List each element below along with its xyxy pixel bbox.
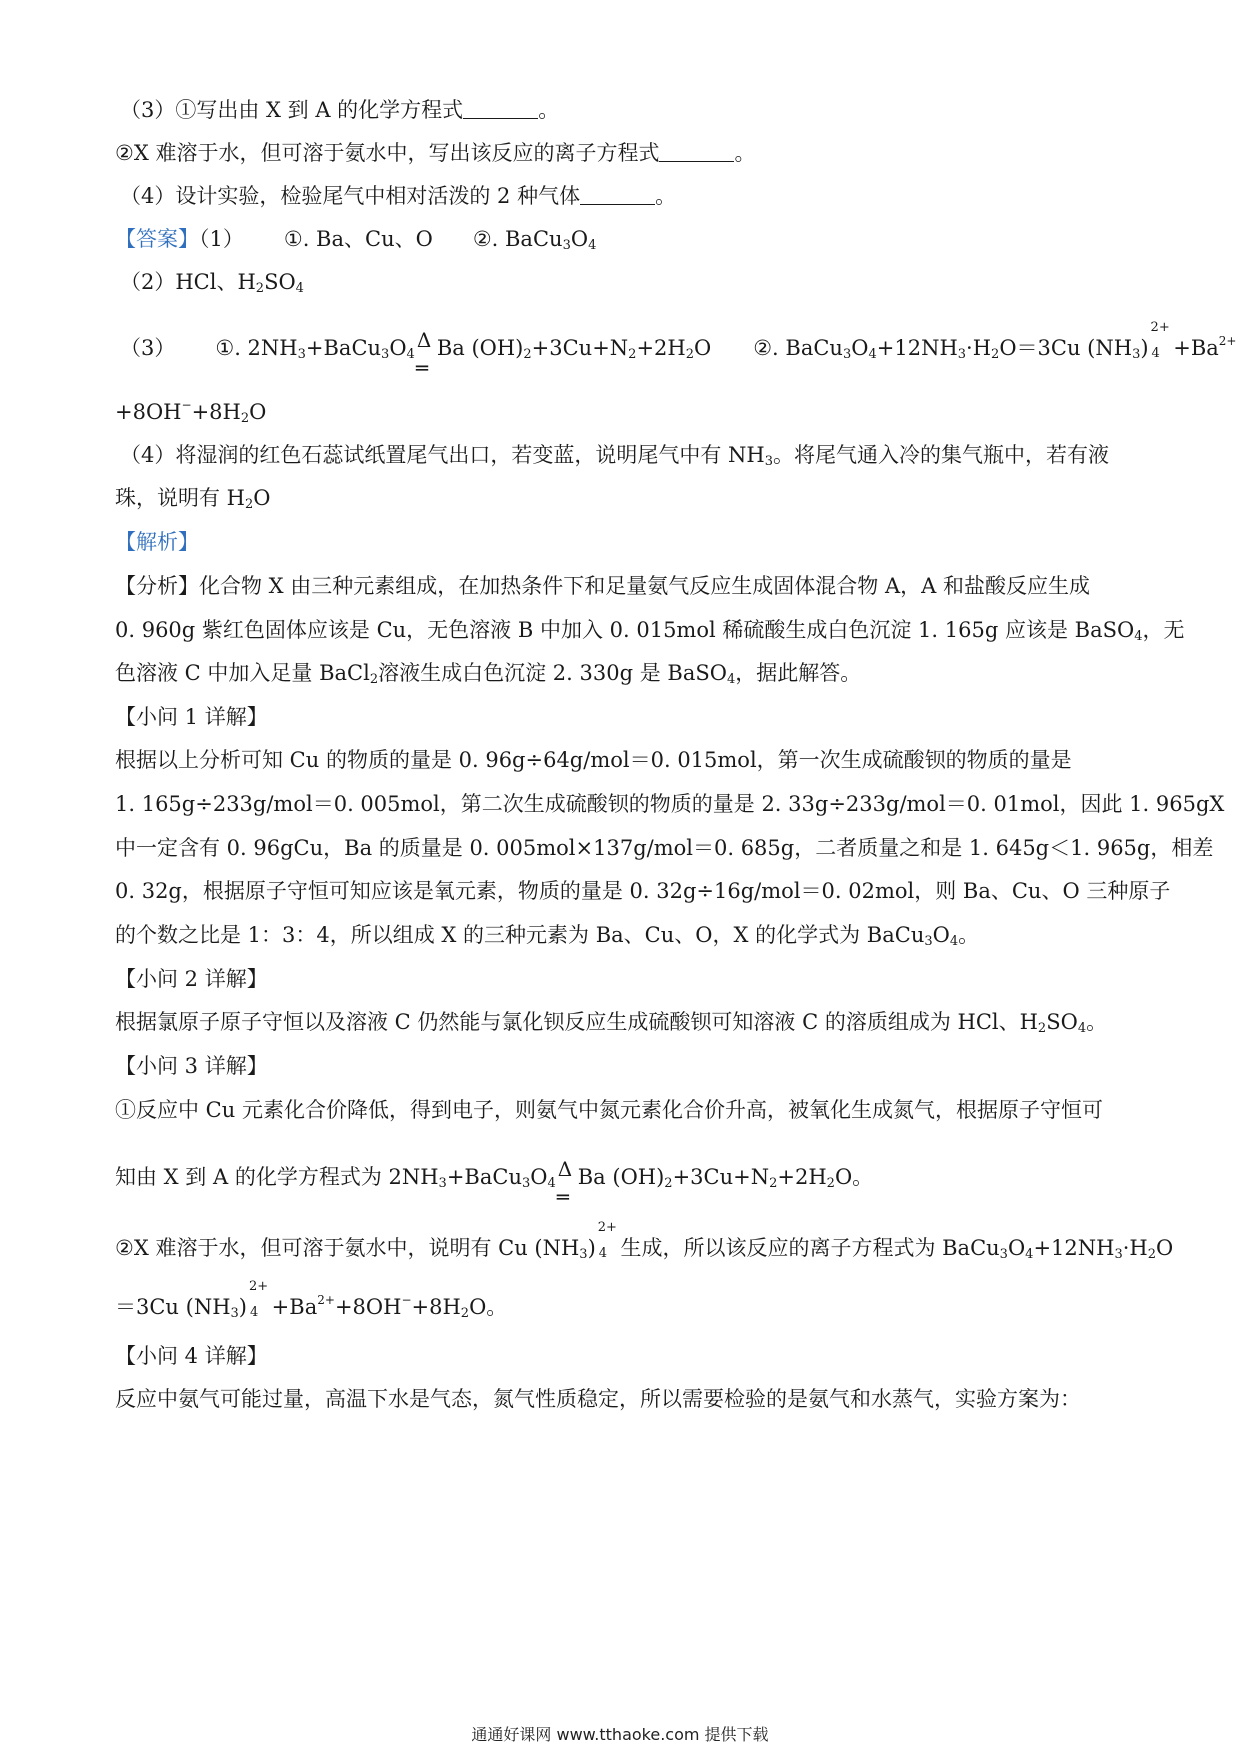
answer-p1: 【答案】（1） ①. Ba、Cu、O ②. $BaCu_3O_4$	[115, 227, 597, 253]
analysis-line3: 色溶液 C 中加入足量 BaCl$_2$溶液生成白色沉淀 2. 330g 是 BaSO$_4$，据此解答。	[115, 661, 862, 687]
section2-tag: 【小问 2 详解】	[115, 967, 268, 991]
section1-line1: 根据以上分析可知 Cu 的物质的量是 0. 96g÷64g/mol＝0. 015mol，第一次生成硫酸钡的物质的量是	[115, 748, 1072, 772]
section3-line1: ①反应中 Cu 元素化合价降低，得到电子，则氨气中氮元素化合价升高，被氧化生成氮气，根据原子守恒可	[115, 1098, 1103, 1122]
section3-line2: 知由 X 到 A 的化学方程式为 $2NH_3+BaCu_3O_4$ Δ ═ Ba $(OH)_2+3Cu+N_2+2H_2O$。	[115, 1157, 874, 1209]
footer-watermark: 通通好课网 www.tthaoke.com 提供下载	[471, 1725, 769, 1744]
section4-tag: 【小问 4 详解】	[115, 1344, 268, 1368]
section4-line1: 反应中氨气可能过量，高温下水是气态，氮气性质稳定，所以需要检验的是氨气和水蒸气，实验方案为：	[115, 1387, 1081, 1411]
answer-p4-line1: （4）将湿润的红色石蕊试纸置尾气出口，若变蓝，说明尾气中有 $NH_3$。将尾气通入冷的集气瓶中，若有液	[120, 443, 1110, 469]
analysis-tag: 【解析】	[115, 530, 199, 554]
answer-tag: 【答案】	[115, 227, 199, 251]
q4-line: （4）设计实验，检验尾气中相对活泼的 2 种气体 。	[120, 184, 677, 208]
charge-subscript-stack: 2+ 4	[597, 1220, 617, 1261]
answer-blank	[659, 141, 734, 162]
answer-p3: （3） ①. $2NH_3+BaCu_3O_4$ Δ ═ Ba $(OH)_2+3Cu+N_2+2H_2O$ ②. $BaCu_3O_4+12NH_3\cdot H_2O=3Cu$ $(NH_3)$ 2+ 4 $+Ba^{2+}$	[120, 320, 1237, 380]
section1-line2: 1. 165g÷233g/mol＝0. 005mol，第二次生成硫酸钡的物质的量是 2. 33g÷233g/mol＝0. 01mol，因此 1. 965gX	[115, 792, 1225, 816]
section1-line5: 的个数之比是 1：3：4，所以组成 X 的三种元素为 Ba、Cu、O，X 的化学式为 $BaCu_3O_4$。	[115, 923, 980, 949]
answer-p2: （2）HCl、$H_2SO_4$	[120, 270, 304, 296]
answer-blank	[580, 184, 655, 205]
q3-line1: （3）①写出由 X 到 A 的化学方程式 。	[120, 98, 560, 122]
section3-line3: ②X 难溶于水，但可溶于氨水中，说明有 Cu $(NH_3)$ 2+ 4 生成，所以该反应的离子方程式为 $BaCu_3O_4+12NH_3\cdot H_2O$	[115, 1220, 1174, 1262]
section3-line4: ＝3Cu $(NH_3)$ 2+ 4 $+Ba^{2+}+8OH^-+8H_2O$。	[115, 1279, 508, 1321]
answer-blank	[463, 98, 538, 119]
section1-line3: 中一定含有 0. 96gCu，Ba 的质量是 0. 005mol×137g/mol＝0. 685g，二者质量之和是 1. 645g＜1. 965g，相差	[115, 836, 1214, 860]
charge-subscript-stack: 2+ 4	[249, 1279, 269, 1320]
charge-subscript-stack: 2+ 4	[1150, 320, 1170, 361]
analysis-line2: 0. 960g 紫红色固体应该是 Cu，无色溶液 B 中加入 0. 015mol 稀硫酸生成白色沉淀 1. 165g 应该是 BaSO$_4$，无	[115, 618, 1185, 644]
section3-tag: 【小问 3 详解】	[115, 1054, 268, 1078]
analysis-line1: 【分析】化合物 X 由三种元素组成，在加热条件下和足量氨气反应生成固体混合物 A，A 和盐酸反应生成	[115, 574, 1090, 598]
answer-p3-cont: $+8OH^-+8H_2O$	[115, 398, 267, 426]
section1-tag: 【小问 1 详解】	[115, 705, 268, 729]
q3-line2: ②X 难溶于水，但可溶于氨水中，写出该反应的离子方程式 。	[115, 141, 756, 165]
section1-line4: 0. 32g，根据原子守恒可知应该是氧元素，物质的量是 0. 32g÷16g/mol＝0. 02mol，则 Ba、Cu、O 三种原子	[115, 879, 1171, 903]
section2-line1: 根据氯原子原子守恒以及溶液 C 仍然能与氯化钡反应生成硫酸钡可知溶液 C 的溶质组成为 HCl、$H_2SO_4$。	[115, 1010, 1108, 1036]
answer-p4-line2: 珠，说明有 $H_2O$	[115, 486, 271, 512]
